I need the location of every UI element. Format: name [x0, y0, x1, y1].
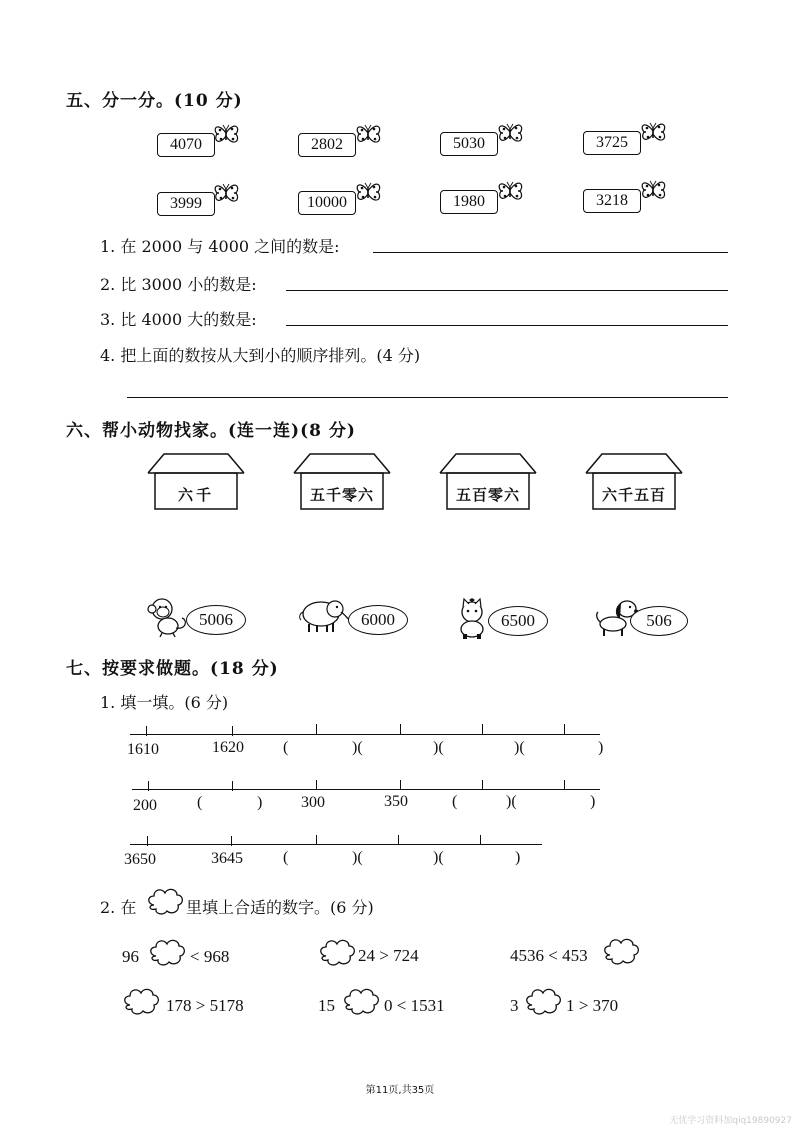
ineq-text: 3 — [510, 996, 519, 1015]
ineq-text: 1 > 370 — [566, 996, 619, 1015]
cloud-blank[interactable] — [524, 987, 562, 1017]
cloud-blank[interactable] — [122, 987, 160, 1017]
line-label: 1620 — [212, 739, 244, 756]
blank-sep[interactable]: )( — [352, 849, 363, 866]
tick — [232, 726, 233, 736]
tick — [316, 724, 317, 734]
blank-close[interactable]: ) — [590, 793, 596, 810]
ineq-text: 4536 < 453 — [510, 946, 588, 965]
animal-number[interactable]: 6500 — [488, 606, 548, 636]
cloud-blank[interactable] — [342, 987, 380, 1017]
number-line-2 — [132, 789, 600, 790]
section5-title: 五、分一分。(10 分) — [66, 91, 243, 111]
question-3: 3. 比 4000 大的数是: — [100, 310, 257, 329]
cloud-blank[interactable] — [148, 938, 186, 968]
blank-open[interactable]: ( — [197, 794, 203, 811]
number-line-1 — [130, 734, 600, 735]
elephant-icon — [297, 596, 353, 634]
number-box: 3218 — [583, 189, 641, 213]
ineq-text: < 968 — [190, 947, 230, 966]
monkey-icon — [146, 596, 192, 638]
watermark: 无忧学习资料加qiq19890927 — [669, 1116, 792, 1126]
cloud-blank[interactable] — [318, 938, 356, 968]
blank-close[interactable]: ) — [598, 739, 604, 756]
tick — [564, 780, 565, 790]
question-4: 4. 把上面的数按从大到小的顺序排列。(4 分) — [100, 346, 421, 365]
number-box: 3725 — [583, 131, 641, 155]
animal-number[interactable]: 5006 — [186, 605, 246, 635]
cloud-blank[interactable] — [602, 937, 640, 967]
house-2[interactable] — [292, 450, 392, 510]
ineq-text: 178 > 5178 — [166, 996, 244, 1015]
blank-open[interactable]: ( — [283, 739, 289, 756]
part1-title: 1. 填一填。(6 分) — [100, 693, 229, 712]
butterfly-icon — [214, 179, 244, 209]
question-2: 2. 比 3000 小的数是: — [100, 275, 257, 294]
tick — [400, 724, 401, 734]
page-footer: 第11页,共35页 — [365, 1085, 435, 1096]
ineq-text: 24 > 724 — [358, 946, 419, 965]
tick — [398, 835, 399, 845]
tick — [482, 724, 483, 734]
house-3[interactable] — [438, 450, 538, 510]
butterfly-icon — [641, 176, 671, 206]
tick — [147, 836, 148, 846]
butterfly-icon — [214, 120, 244, 150]
blank-open[interactable]: ( — [452, 793, 458, 810]
house-1[interactable] — [146, 450, 246, 510]
answer-line-3[interactable] — [286, 325, 728, 326]
number-box: 1980 — [440, 190, 498, 214]
animal-number[interactable]: 506 — [630, 606, 688, 636]
part2-prefix: 2. 在 — [100, 898, 137, 917]
blank-close[interactable]: ) — [515, 849, 521, 866]
butterfly-icon — [498, 177, 528, 207]
blank-close[interactable]: ) — [257, 794, 263, 811]
section6-title: 六、帮小动物找家。(连一连)(8 分) — [66, 421, 356, 441]
ineq-text: 15 — [318, 996, 335, 1015]
animal-number[interactable]: 6000 — [348, 605, 408, 635]
number-box: 2802 — [298, 133, 356, 157]
number-box: 3999 — [157, 192, 215, 216]
line-label: 3650 — [124, 851, 156, 868]
blank-sep[interactable]: )( — [352, 739, 363, 756]
butterfly-icon — [356, 120, 386, 150]
line-label: 3645 — [211, 850, 243, 867]
butterfly-icon — [498, 119, 528, 149]
line-label: 1610 — [127, 741, 159, 758]
house-label: 五千零六 — [309, 486, 374, 504]
butterfly-icon — [641, 118, 671, 148]
cloud-icon — [146, 887, 184, 917]
blank-sep[interactable]: )( — [514, 739, 525, 756]
house-label: 六千 — [177, 486, 214, 504]
blank-sep[interactable]: )( — [433, 849, 444, 866]
answer-line-2[interactable] — [286, 290, 728, 291]
question-1: 1. 在 2000 与 4000 之间的数是: — [100, 237, 340, 256]
blank-open[interactable]: ( — [283, 849, 289, 866]
tick — [400, 780, 401, 790]
blank-sep[interactable]: )( — [506, 793, 517, 810]
house-label: 六千五百 — [601, 486, 666, 504]
tick — [146, 726, 147, 736]
number-box: 10000 — [298, 191, 356, 215]
tick — [480, 835, 481, 845]
butterfly-icon — [356, 178, 386, 208]
answer-line-1[interactable] — [373, 252, 728, 253]
number-box: 4070 — [157, 133, 215, 157]
section7-title: 七、按要求做题。(18 分) — [66, 659, 279, 679]
tick — [482, 780, 483, 790]
number-box: 5030 — [440, 132, 498, 156]
tick — [232, 781, 233, 791]
line-label: 200 — [133, 797, 157, 814]
part2-suffix: 里填上合适的数字。(6 分) — [186, 898, 374, 917]
tick — [564, 724, 565, 734]
tick — [316, 780, 317, 790]
ineq-text: 96 — [122, 947, 139, 966]
tick — [316, 835, 317, 845]
blank-sep[interactable]: )( — [433, 739, 444, 756]
ineq-text: 0 < 1531 — [384, 996, 445, 1015]
answer-line-4[interactable] — [127, 397, 728, 398]
tick — [148, 781, 149, 791]
tick — [231, 836, 232, 846]
line-label: 350 — [384, 793, 408, 810]
line-label: 300 — [301, 794, 325, 811]
house-label: 五百零六 — [455, 486, 520, 504]
house-4[interactable] — [584, 450, 684, 510]
